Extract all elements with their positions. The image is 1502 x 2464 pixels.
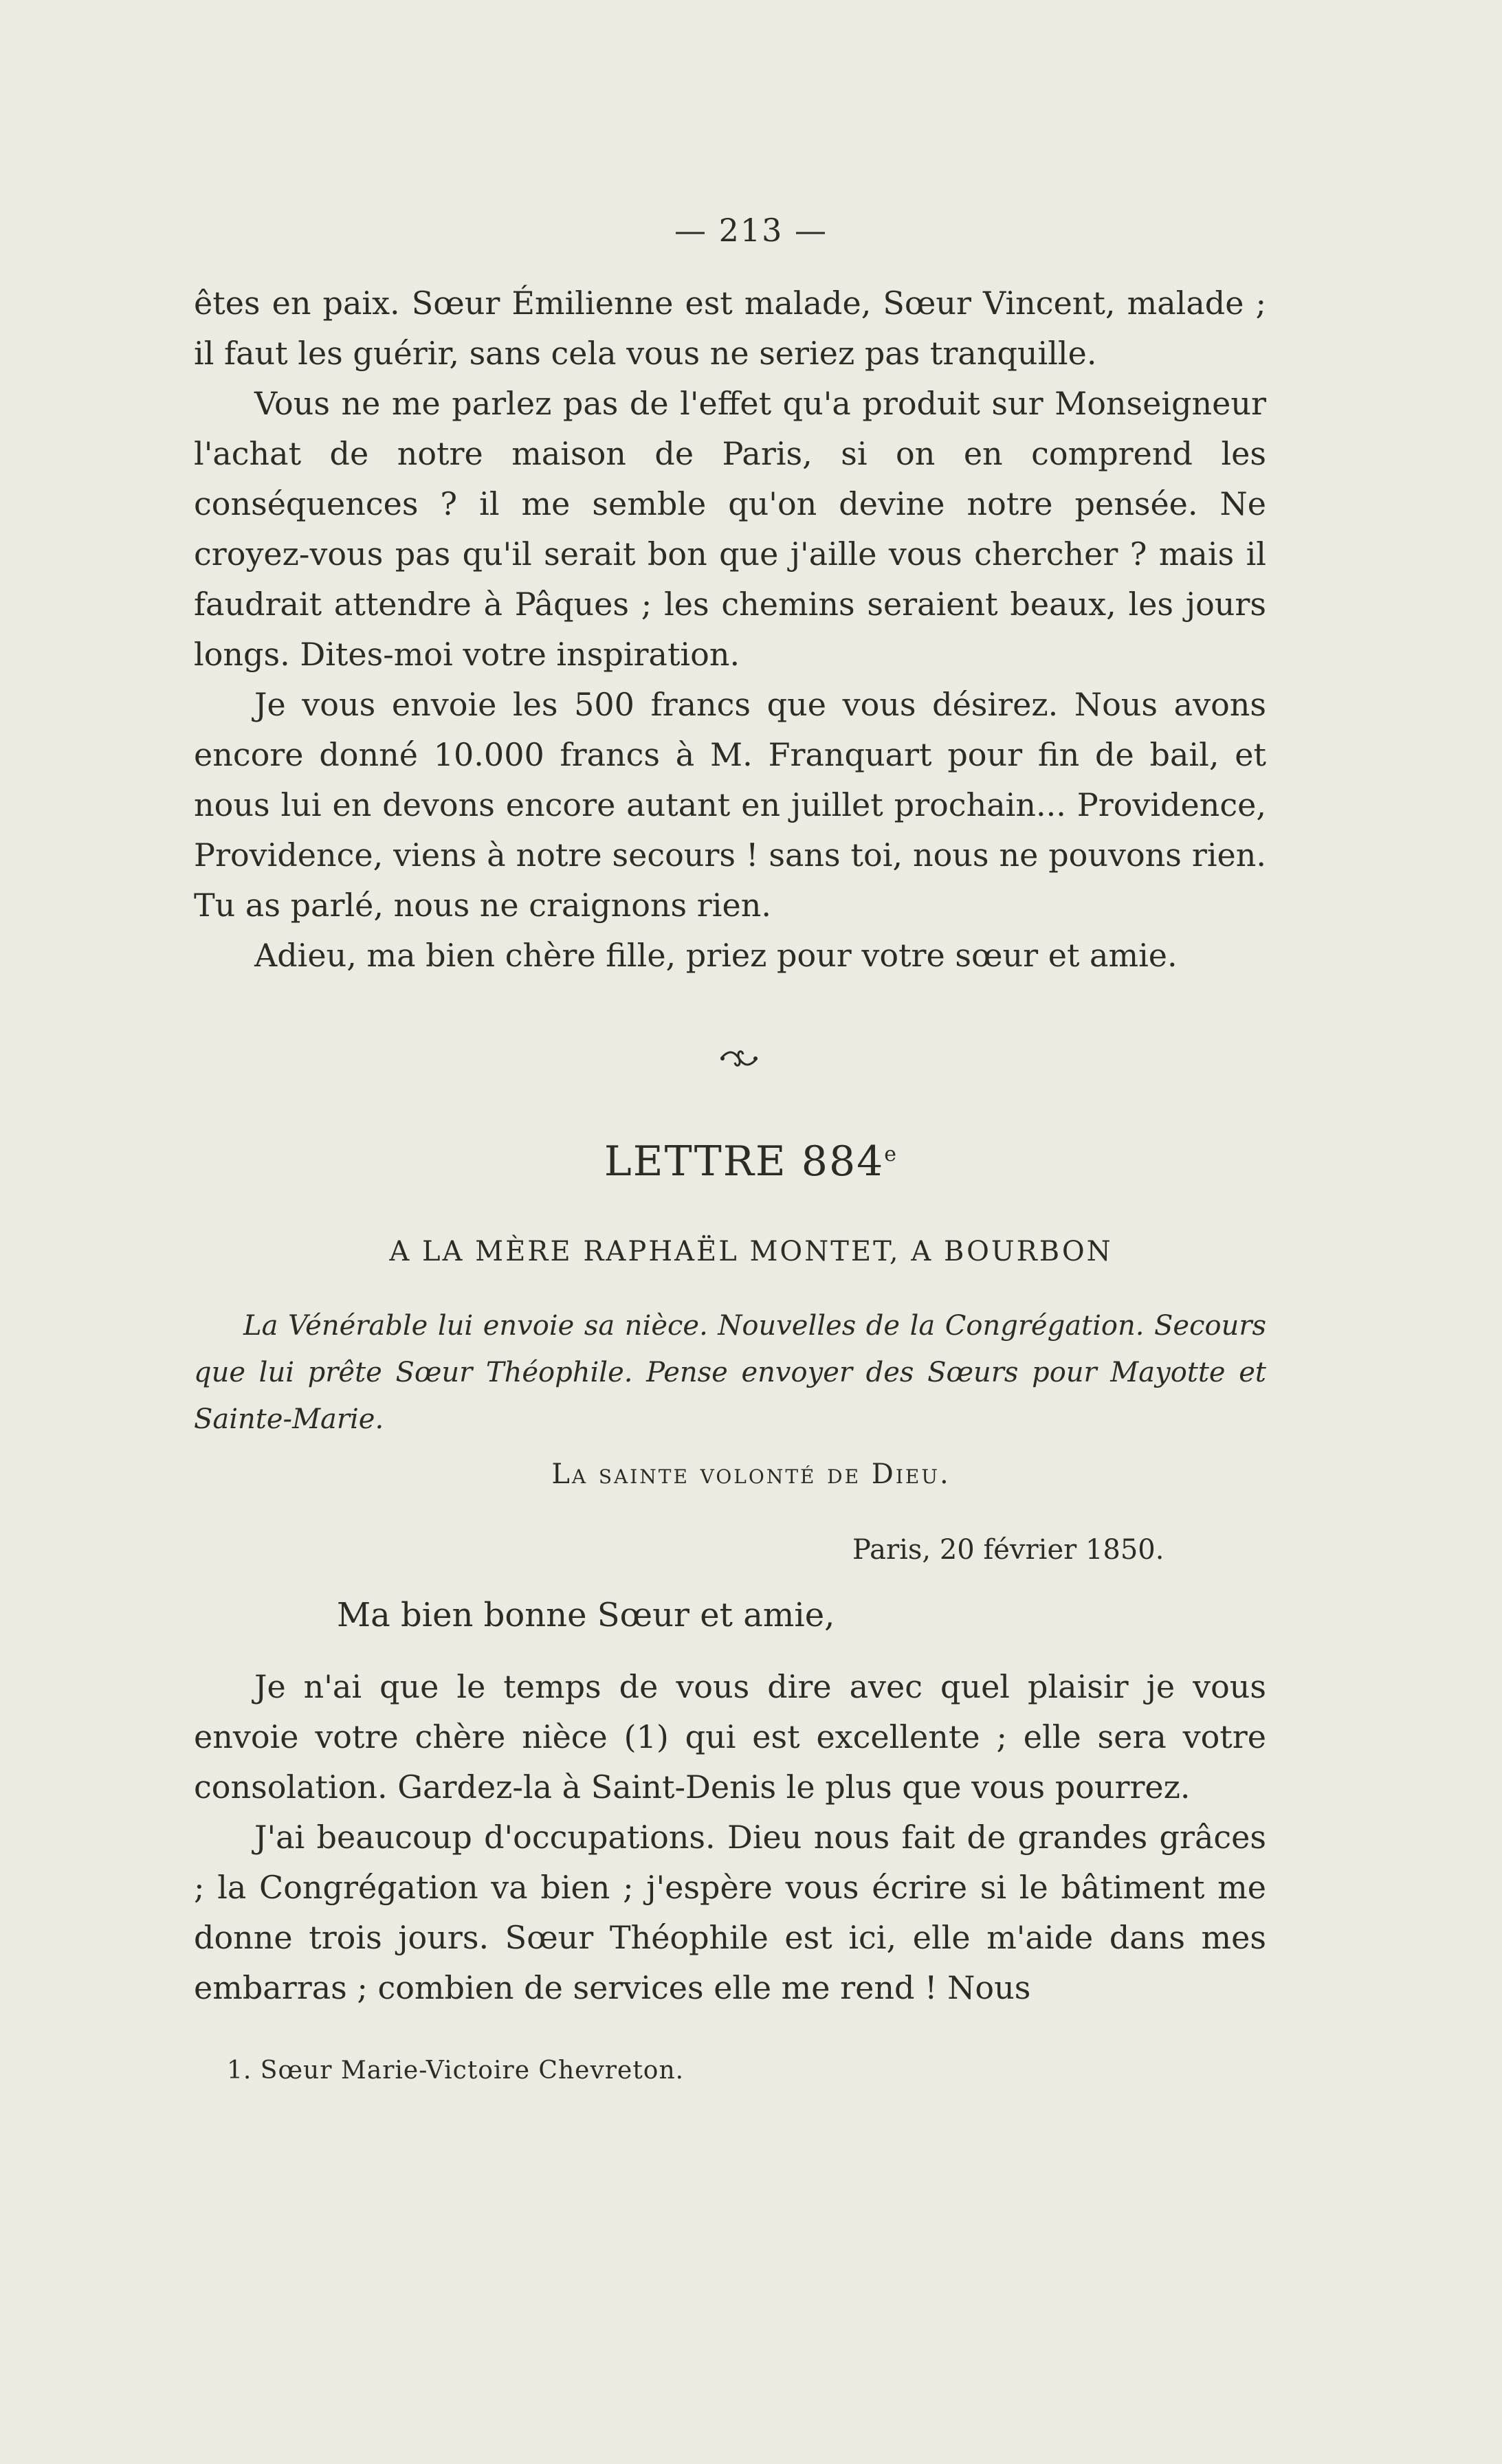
letter-dateline: Paris, 20 février 1850. xyxy=(852,1534,1164,1566)
letter-title xyxy=(0,1137,1502,1186)
letter-salutation: Ma bien bonne Sœur et amie, xyxy=(337,1596,835,1634)
letter-title-text: LETTRE 884 xyxy=(604,1137,885,1186)
paragraph: êtes en paix. Sœur Émilienne est malade, Sœur Vincent, malade ; il faut les guérir, sans cela vous ne seriez pas tranquille. xyxy=(194,285,1266,372)
letter-motto: La sainte volonté de Dieu. xyxy=(551,1458,951,1490)
fleuron-ornament-icon xyxy=(718,1045,760,1072)
paragraph: Vous ne me parlez pas de l'effet qu'a produit sur Monseigneur l'achat de notre maison de Paris, si on en comprend les conséquences ? il me semble qu'on devine notre pensée. Ne croyez-vous pas qu'il serait bon que j'aille vous chercher ? mais il faudrait attendre à Pâques ; les chemins seraient beaux, les jours longs. Dites-moi votre inspiration. xyxy=(194,385,1266,673)
paragraph: Adieu, ma bien chère fille, priez pour votre sœur et amie. xyxy=(254,937,1178,974)
page-number: — 213 — xyxy=(674,212,828,249)
footnote: 1. Sœur Marie-Victoire Chevreton. xyxy=(227,2056,685,2085)
paragraph: J'ai beaucoup d'occupations. Dieu nous fait de grandes grâces ; la Congrégation va bien ; j'espère vous écrire si le bâtiment me donne trois jours. Sœur Théophile est ici, elle m'aide dans mes embarras ; combien de services elle me rend ! Nous xyxy=(194,1819,1266,2006)
letter-recipient: A LA MÈRE RAPHAËL MONTET, A BOURBON xyxy=(389,1236,1113,1267)
paragraph: Je vous envoie les 500 francs que vous désirez. Nous avons encore donné 10.000 francs à M. Franquart pour fin de bail, et nous lui en devons encore autant en juillet prochain... Providence, Providence, viens à notre secours ! sans toi, nous ne pouvons rien. Tu as parlé, nous ne craignons rien. xyxy=(194,686,1266,924)
summary-text: La Vénérable lui envoie sa nièce. Nouvelles de la Congrégation. Secours que lui prête Sœur Théophile. Pense envoyer des Sœurs pour Mayotte et Sainte-Marie. xyxy=(194,1310,1266,1435)
letter-title-suffix: e xyxy=(884,1142,898,1166)
continuation-text xyxy=(194,278,1266,981)
paragraph: Je n'ai que le temps de vous dire avec quel plaisir je vous envoie votre chère nièce (1) qui est excellente ; elle sera votre consolation. Gardez-la à Saint-Denis le plus que vous pourrez. xyxy=(194,1668,1266,1806)
letter-summary xyxy=(194,1302,1266,1443)
letter-body xyxy=(194,1662,1266,2013)
